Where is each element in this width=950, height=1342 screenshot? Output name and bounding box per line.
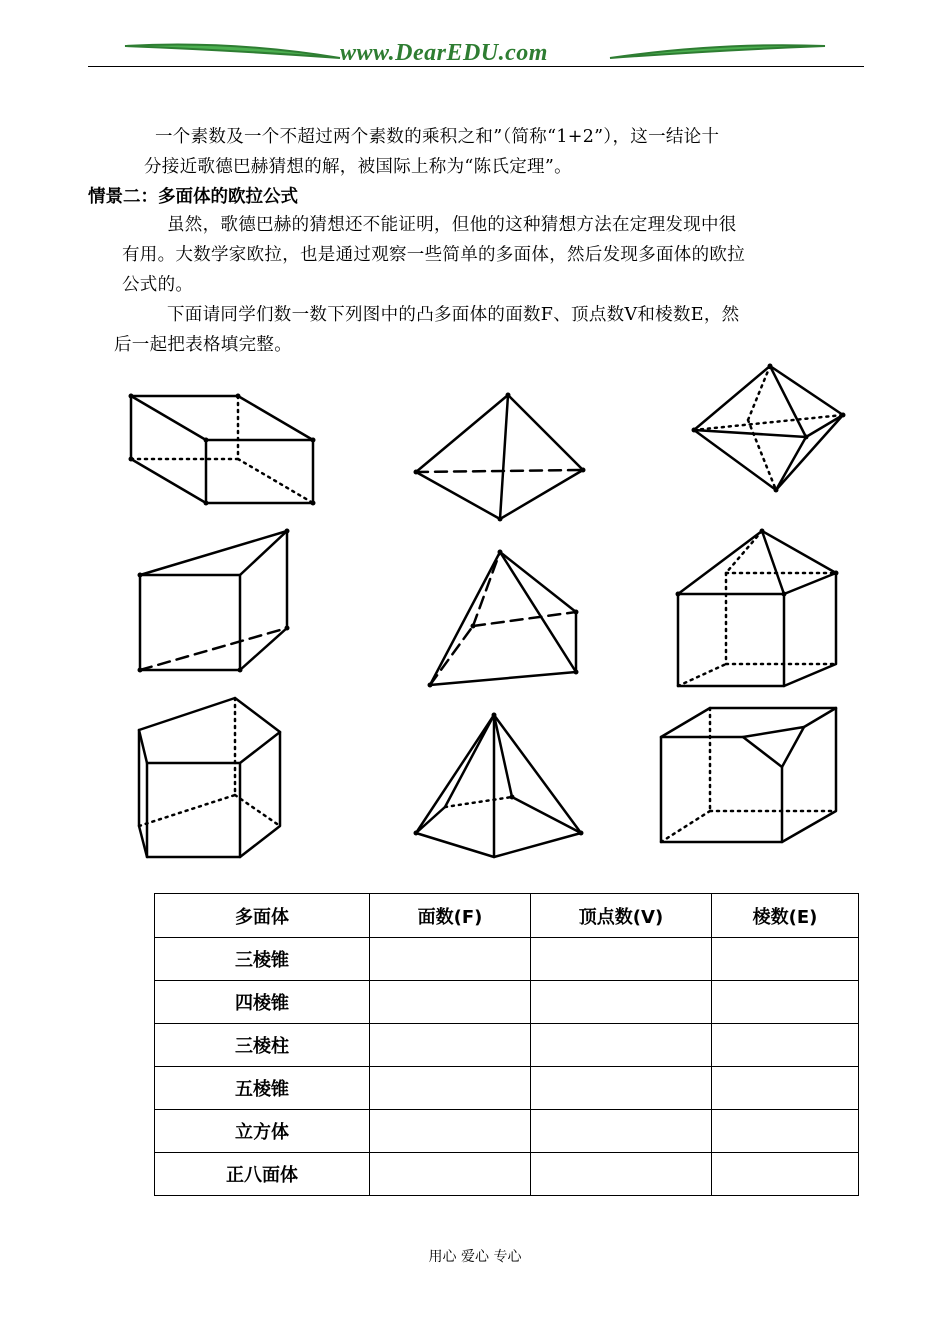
vertices-cell[interactable] bbox=[531, 981, 712, 1024]
edges-cell[interactable] bbox=[712, 938, 859, 981]
edges-cell[interactable] bbox=[712, 1067, 859, 1110]
figure-triangular-pyramid bbox=[430, 552, 576, 685]
figure-pentagonal-pyramid bbox=[416, 715, 581, 857]
table-row bbox=[155, 981, 859, 1024]
header-polyhedron: 多面体 bbox=[155, 894, 370, 938]
para3-line2: 后一起把表格填完整。 bbox=[114, 335, 292, 355]
header-faces: 面数(F) bbox=[370, 894, 531, 938]
vertices-cell[interactable] bbox=[531, 1110, 712, 1153]
para2-line2: 有用。大数学家欧拉，也是通过观察一些简单的多面体，然后发现多面体的欧拉 bbox=[122, 245, 745, 265]
table-row bbox=[155, 1024, 859, 1067]
vertices-cell[interactable] bbox=[531, 1067, 712, 1110]
header-edges: 棱数(E) bbox=[712, 894, 859, 938]
table-header-row bbox=[155, 894, 859, 938]
para1-line1: 一个素数及一个不超过两个素数的乘积之和”（简称“1+2”），这一结论十 bbox=[155, 127, 720, 147]
edges-cell[interactable] bbox=[712, 1153, 859, 1196]
table-row bbox=[155, 938, 859, 981]
faces-cell[interactable] bbox=[370, 938, 531, 981]
faces-cell[interactable] bbox=[370, 981, 531, 1024]
edges-cell[interactable] bbox=[712, 1024, 859, 1067]
polyhedra-table bbox=[154, 893, 859, 1196]
header-vertices: 顶点数(V) bbox=[531, 894, 712, 938]
para2-line3: 公式的。 bbox=[122, 275, 194, 295]
table-row bbox=[155, 1153, 859, 1196]
edges-cell[interactable] bbox=[712, 981, 859, 1024]
row-label: 三棱锥 bbox=[155, 938, 370, 981]
row-label: 四棱锥 bbox=[155, 981, 370, 1024]
table-row bbox=[155, 1110, 859, 1153]
row-label: 三棱柱 bbox=[155, 1024, 370, 1067]
section-heading: 情景二：多面体的欧拉公式 bbox=[88, 187, 298, 207]
page-footer: 用心 爱心 专心 bbox=[428, 1249, 522, 1265]
figure-truncated-cube bbox=[661, 708, 836, 842]
vertex-dots bbox=[129, 364, 846, 836]
edges-cell[interactable] bbox=[712, 1110, 859, 1153]
figure-box-prism bbox=[131, 396, 313, 503]
figure-triangular-prism bbox=[140, 531, 287, 670]
para2-line1: 虽然，歌德巴赫的猜想还不能证明，但他的这种猜想方法在定理发现中很 bbox=[167, 215, 737, 235]
faces-cell[interactable] bbox=[370, 1110, 531, 1153]
row-label: 五棱锥 bbox=[155, 1067, 370, 1110]
figure-house-shape bbox=[678, 531, 836, 686]
site-logo[interactable]: www.DearEDU.com bbox=[340, 40, 548, 66]
para1-line2: 分接近歌德巴赫猜想的解，被国际上称为“陈氏定理”。 bbox=[144, 157, 572, 177]
para3-line1: 下面请同学们数一数下列图中的凸多面体的面数F、顶点数V和棱数E，然 bbox=[167, 305, 740, 325]
header-rule bbox=[88, 66, 864, 67]
faces-cell[interactable] bbox=[370, 1024, 531, 1067]
figure-octahedron bbox=[694, 366, 843, 490]
vertices-cell[interactable] bbox=[531, 1024, 712, 1067]
faces-cell[interactable] bbox=[370, 1153, 531, 1196]
vertices-cell[interactable] bbox=[531, 1153, 712, 1196]
vertices-cell[interactable] bbox=[531, 938, 712, 981]
figure-pentagonal-prism bbox=[139, 698, 280, 857]
row-label: 立方体 bbox=[155, 1110, 370, 1153]
faces-cell[interactable] bbox=[370, 1067, 531, 1110]
figure-square-pyramid bbox=[416, 395, 583, 519]
table-row bbox=[155, 1067, 859, 1110]
row-label: 正八面体 bbox=[155, 1153, 370, 1196]
